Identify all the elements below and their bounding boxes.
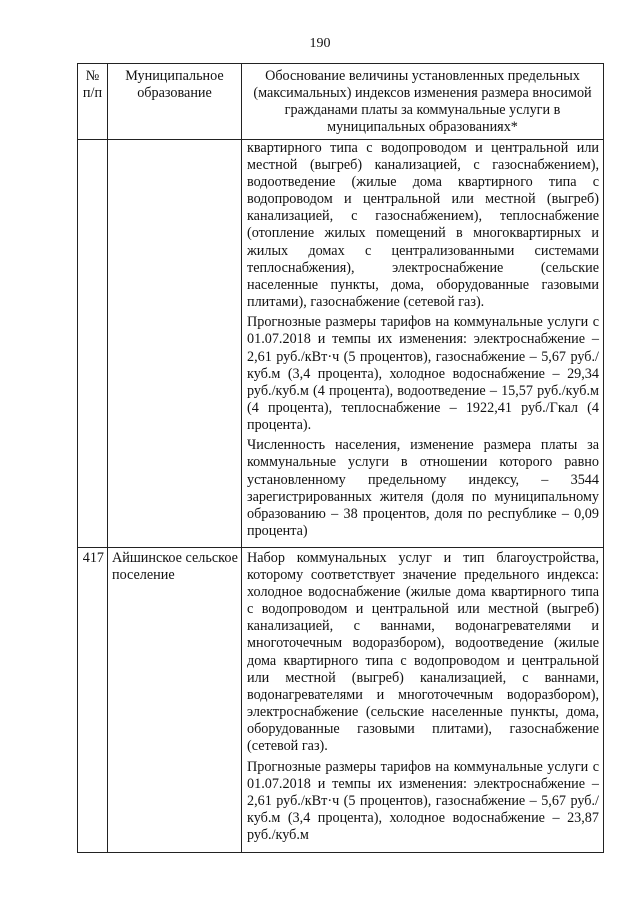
justification-paragraph: Прогнозные размеры тарифов на коммунальные услуги с 01.07.2018 и темпы их изменения: электроснабжение – 2,61 руб./кВт·ч (5 процентов), газоснабжение – 5,67 руб./куб.м (3,4 процента), холодное водоснабжение – 23,87 руб./куб.м bbox=[247, 758, 599, 844]
table-header-row bbox=[78, 64, 604, 140]
page-number: 190 bbox=[309, 36, 331, 51]
row-number bbox=[78, 139, 108, 547]
justification-paragraph: Численность населения, изменение размера платы за коммунальные услуги в отношении которого равно установленному предельному индексу, – 3544 зарегистрированных жителя (доля по муниципальному образованию – 38 процентов, доля по республике – 0,09 процента) bbox=[247, 437, 599, 540]
justification-paragraph: квартирного типа с водопроводом и центральной или местной (выгреб) канализацией, с газоснабжением), водоотведение (жилые дома квартирного типа с водопроводом и центральной или местной (выгреб) канализацией, с газоснабжением), теплоснабжение (отопление жилых помещений в многоквартирных и жилых домах с централизованными системами теплоснабжения), электроснабжение (сельские населенные пункты, дома, оборудованные газовыми плитами), газоснабжение (сетевой газ). bbox=[247, 139, 599, 311]
justification-paragraph: Прогнозные размеры тарифов на коммунальные услуги с 01.07.2018 и темпы их изменения: электроснабжение – 2,61 руб./кВт·ч (5 процентов), газоснабжение – 5,67 руб./куб.м (3,4 процента), холодное водоснабжение – 29,34 руб./куб.м (4 процента), водоотведение – 15,57 руб./куб.м (4 процента), теплоснабжение – 1922,41 руб./Гкал (4 процента). bbox=[247, 314, 599, 434]
header-municipality: Муниципальное образование bbox=[108, 64, 242, 140]
justification-paragraph: Набор коммунальных услуг и тип благоустройства, которому соответствует значение предельного индекса: холодное водоснабжение (жилые дома квартирного типа с водопроводом и центральной или местной (выгреб) канализацией, с ваннами, водонагревателями и многоточечным водоразбором), водоотведение (жилые дома квартирного типа с водопроводом и центральной или местной (выгреб) канализацией, с ваннами, водонагревателями и многоточечным водоразбором), электроснабжение (сельские населенные пункты, дома, оборудованные газовыми плитами), газоснабжение (сетевой газ). bbox=[247, 549, 599, 755]
row-municipality bbox=[108, 139, 242, 547]
row-justification bbox=[242, 139, 604, 547]
row-number: 417 bbox=[78, 547, 108, 852]
row-municipality: Айшинское сельское поселение bbox=[108, 547, 242, 852]
row-justification bbox=[242, 547, 604, 852]
header-num: № п/п bbox=[78, 64, 108, 140]
table-row bbox=[78, 547, 604, 852]
table-row bbox=[78, 139, 604, 547]
tariff-justification-table bbox=[77, 63, 604, 853]
header-justification: Обоснование величины установленных предельных (максимальных) индексов изменения размера вносимой гражданами платы за коммунальные услуги в муниципальных образованиях* bbox=[242, 64, 604, 140]
